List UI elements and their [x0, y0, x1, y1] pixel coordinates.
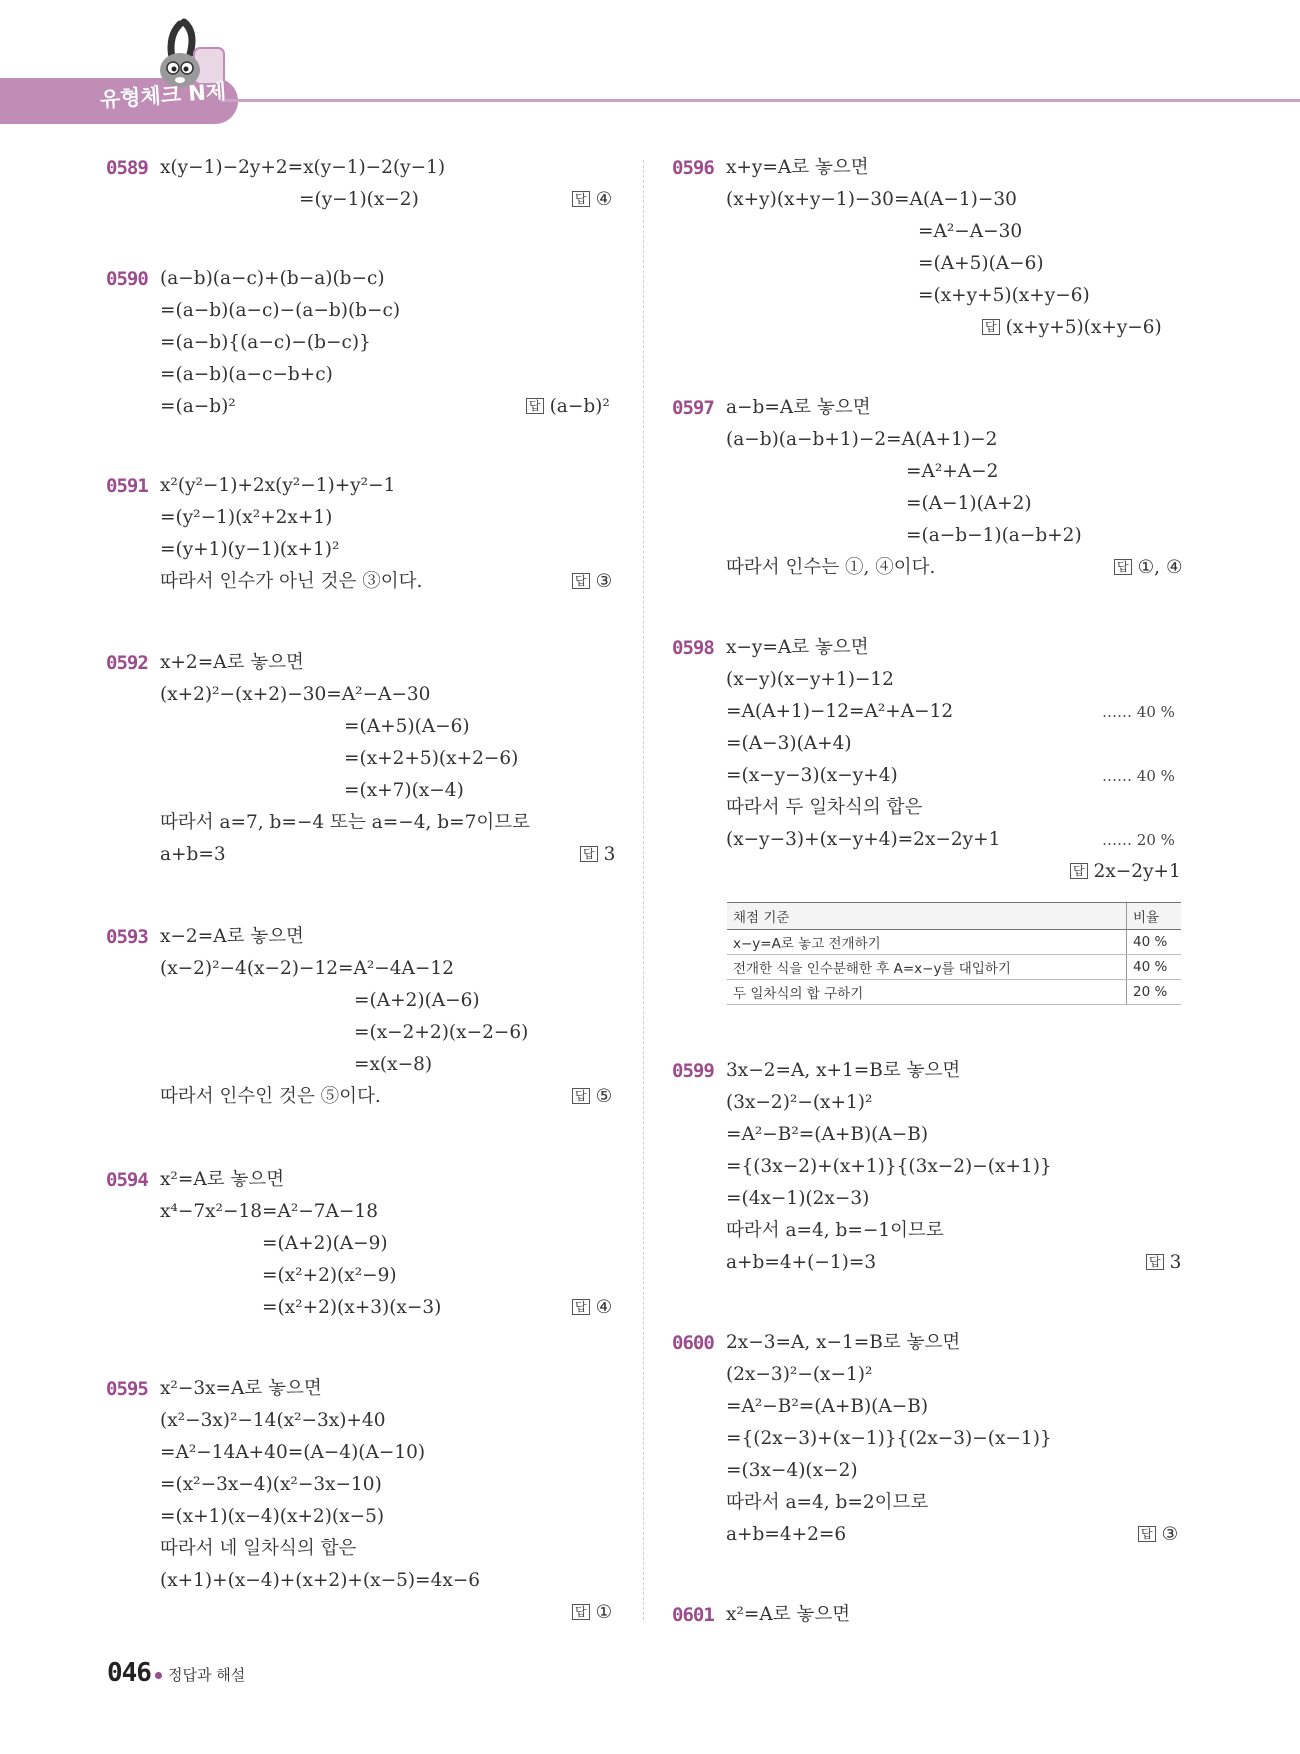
table-cell: 20 % [1127, 980, 1182, 1005]
solution-line: =(a−b)² [160, 396, 236, 417]
solution-line: (a−b)(a−c)+(b−a)(b−c) [160, 268, 385, 289]
problem-number: 0591 [106, 475, 148, 497]
answer-label: 답 [572, 191, 590, 207]
solution-line: =(x+2+5)(x+2−6) [344, 748, 519, 769]
solution-line: =(a−b−1)(a−b+2) [906, 525, 1082, 546]
solution-line: (x−y)(x−y+1)−12 [726, 669, 894, 690]
solution-line: x+2=A로 놓으면 [160, 652, 304, 673]
answer: 답 3 [1146, 1247, 1181, 1279]
solution-line: 따라서 a=4, b=−1이므로 [726, 1220, 944, 1241]
solution-line: =(4x−1)(2x−3) [726, 1188, 870, 1209]
solution-line: =(a−b)(a−c−b+c) [160, 364, 333, 385]
answer: 답 ③ [572, 566, 612, 598]
table-cell: 40 % [1127, 930, 1182, 955]
solution-line: =(a−b)(a−c)−(a−b)(b−c) [160, 300, 401, 321]
answer: 답 ①, ④ [1114, 552, 1183, 584]
solution-line: 따라서 a=4, b=2이므로 [726, 1492, 929, 1513]
solution-line: =x(x−8) [354, 1054, 433, 1075]
solution-line: x+y=A로 놓으면 [726, 157, 869, 178]
solution-line: (x+2)²−(x+2)−30=A²−A−30 [160, 684, 431, 705]
answer: 답 (a−b)² [526, 391, 610, 423]
solution-line: x²=A로 놓으면 [726, 1604, 851, 1625]
problem-number: 0600 [672, 1332, 714, 1354]
answer-label: 답 [1146, 1254, 1164, 1270]
bullet-icon [155, 1672, 162, 1679]
problem-number: 0596 [672, 157, 714, 179]
solution-line: 따라서 네 일차식의 합은 [160, 1538, 357, 1559]
solution-line: (a−b)(a−b+1)−2=A(A+1)−2 [726, 429, 998, 450]
answer: 답 3 [580, 839, 615, 871]
grading-table [727, 902, 1181, 1005]
answer: 답 ③ [1138, 1519, 1178, 1551]
table-header-row [727, 903, 1181, 930]
problem-number: 0599 [672, 1060, 714, 1082]
table-row [727, 955, 1181, 980]
solution-line: 따라서 인수가 아닌 것은 ③이다. [160, 571, 423, 592]
solution-line: x²=A로 놓으면 [160, 1169, 285, 1190]
solution-line: =(x+1)(x−4)(x+2)(x−5) [160, 1506, 385, 1527]
footer-title: 정답과 해설 [168, 1666, 246, 1684]
score-percent: …… 20 % [1102, 831, 1175, 849]
problem-number: 0589 [106, 157, 148, 179]
solution-line: x⁴−7x²−18=A²−7A−18 [160, 1201, 378, 1222]
problem-number: 0590 [106, 268, 148, 290]
answer-label: 답 [982, 319, 1000, 335]
solution-line: =A²+A−2 [906, 461, 999, 482]
problem-number: 0594 [106, 1169, 148, 1191]
solution-line: x²−3x=A로 놓으면 [160, 1378, 322, 1399]
answer-label: 답 [1138, 1526, 1156, 1542]
solution-line: =(x²+2)(x+3)(x−3) [262, 1297, 442, 1318]
problem-number: 0597 [672, 397, 714, 419]
table-header: 비율 [1127, 903, 1182, 930]
table-row [727, 980, 1181, 1005]
score-percent: …… 40 % [1102, 703, 1175, 721]
answer: 답 (x+y+5)(x+y−6) [982, 312, 1162, 344]
table-cell: x−y=A로 놓고 전개하기 [727, 930, 1127, 955]
solution-line: a+b=4+(−1)=3 [726, 1252, 877, 1273]
solution-line: =(a−b){(a−c)−(b−c)} [160, 332, 371, 353]
table-cell: 두 일차식의 합 구하기 [727, 980, 1127, 1005]
solution-line: (3x−2)²−(x+1)² [726, 1092, 873, 1113]
solution-line: =A²−B²=(A+B)(A−B) [726, 1124, 929, 1145]
solution-line: (x+1)+(x−4)+(x+2)+(x−5)=4x−6 [160, 1570, 481, 1591]
solution-line: =(A+2)(A−6) [354, 990, 480, 1011]
answer-label: 답 [572, 1299, 590, 1315]
solution-line: =(A−1)(A+2) [906, 493, 1032, 514]
table-header: 채점 기준 [727, 903, 1127, 930]
answer: 답 ④ [572, 184, 612, 216]
answer-label: 답 [526, 398, 544, 414]
problem-number: 0592 [106, 652, 148, 674]
solution-line: ={(3x−2)+(x+1)}{(3x−2)−(x+1)} [726, 1156, 1052, 1177]
answer-label: 답 [1114, 559, 1132, 575]
page-number: 046 [107, 1658, 151, 1688]
solution-line: 따라서 a=7, b=−4 또는 a=−4, b=7이므로 [160, 812, 530, 833]
solution-line: =(A−3)(A+4) [726, 733, 852, 754]
table-row [727, 930, 1181, 955]
solution-line: 2x−3=A, x−1=B로 놓으면 [726, 1332, 961, 1353]
solution-line: =(y−1)(x−2) [299, 189, 419, 210]
solution-line: 따라서 두 일차식의 합은 [726, 797, 923, 818]
solution-line: =(y²−1)(x²+2x+1) [160, 507, 333, 528]
answer-label: 답 [580, 846, 598, 862]
solution-line: =(A+5)(A−6) [918, 253, 1044, 274]
solution-line: 3x−2=A, x+1=B로 놓으면 [726, 1060, 961, 1081]
answer-label: 답 [1070, 863, 1088, 879]
solution-line: =(x−y−3)(x−y+4) [726, 765, 898, 786]
solution-line: =A²−B²=(A+B)(A−B) [726, 1396, 929, 1417]
solution-line: =(A+5)(A−6) [344, 716, 470, 737]
solution-line: (x−y−3)+(x−y+4)=2x−2y+1 [726, 829, 1001, 850]
problem-number: 0598 [672, 637, 714, 659]
answer: 답 ④ [572, 1292, 612, 1324]
score-percent: …… 40 % [1102, 767, 1175, 785]
section-title: 유형체크 N제 [99, 79, 227, 112]
solution-line: (x+y)(x+y−1)−30=A(A−1)−30 [726, 189, 1017, 210]
answer-label: 답 [572, 573, 590, 589]
solution-line: =(x+7)(x−4) [344, 780, 464, 801]
solution-line: =(x−2+2)(x−2−6) [354, 1022, 529, 1043]
solution-line: =(y+1)(y−1)(x+1)² [160, 539, 340, 560]
table-cell: 전개한 식을 인수분해한 후 A=x−y를 대입하기 [727, 955, 1127, 980]
solution-line: =A²−14A+40=(A−4)(A−10) [160, 1442, 426, 1463]
solution-line: x²(y²−1)+2x(y²−1)+y²−1 [160, 475, 396, 496]
problem-number: 0595 [106, 1378, 148, 1400]
solution-line: ={(2x−3)+(x−1)}{(2x−3)−(x−1)} [726, 1428, 1052, 1449]
solution-line: 따라서 인수는 ①, ④이다. [726, 557, 936, 578]
answer: 답 ⑤ [572, 1081, 612, 1113]
solution-line: x−2=A로 놓으면 [160, 926, 304, 947]
header-rule [220, 99, 1300, 102]
solution-line: a+b=4+2=6 [726, 1524, 847, 1545]
solution-line: (2x−3)²−(x−1)² [726, 1364, 873, 1385]
solution-line: =(x²−3x−4)(x²−3x−10) [160, 1474, 382, 1495]
solution-line: 따라서 인수인 것은 ⑤이다. [160, 1086, 381, 1107]
solution-line: (x−2)²−4(x−2)−12=A²−4A−12 [160, 958, 454, 979]
solution-line: a+b=3 [160, 844, 226, 865]
solution-line: x(y−1)−2y+2=x(y−1)−2(y−1) [160, 157, 446, 178]
problem-number: 0593 [106, 926, 148, 948]
solution-line: x−y=A로 놓으면 [726, 637, 869, 658]
answer: 답 ① [572, 1597, 612, 1629]
answer: 답 2x−2y+1 [1070, 856, 1181, 888]
problem-number: 0601 [672, 1604, 714, 1626]
solution-line: =(x+y+5)(x+y−6) [918, 285, 1090, 306]
solution-line: =A²−A−30 [918, 221, 1023, 242]
solution-line: =(x²+2)(x²−9) [262, 1265, 397, 1286]
answer-label: 답 [572, 1088, 590, 1104]
solution-line: (x²−3x)²−14(x²−3x)+40 [160, 1410, 386, 1431]
solution-line: =(3x−4)(x−2) [726, 1460, 858, 1481]
table-cell: 40 % [1127, 955, 1182, 980]
solution-line: a−b=A로 놓으면 [726, 397, 871, 418]
answer-label: 답 [572, 1604, 590, 1620]
column-divider [643, 160, 644, 1620]
solution-line: =(A+2)(A−9) [262, 1233, 388, 1254]
solution-line: =A(A+1)−12=A²+A−12 [726, 701, 954, 722]
